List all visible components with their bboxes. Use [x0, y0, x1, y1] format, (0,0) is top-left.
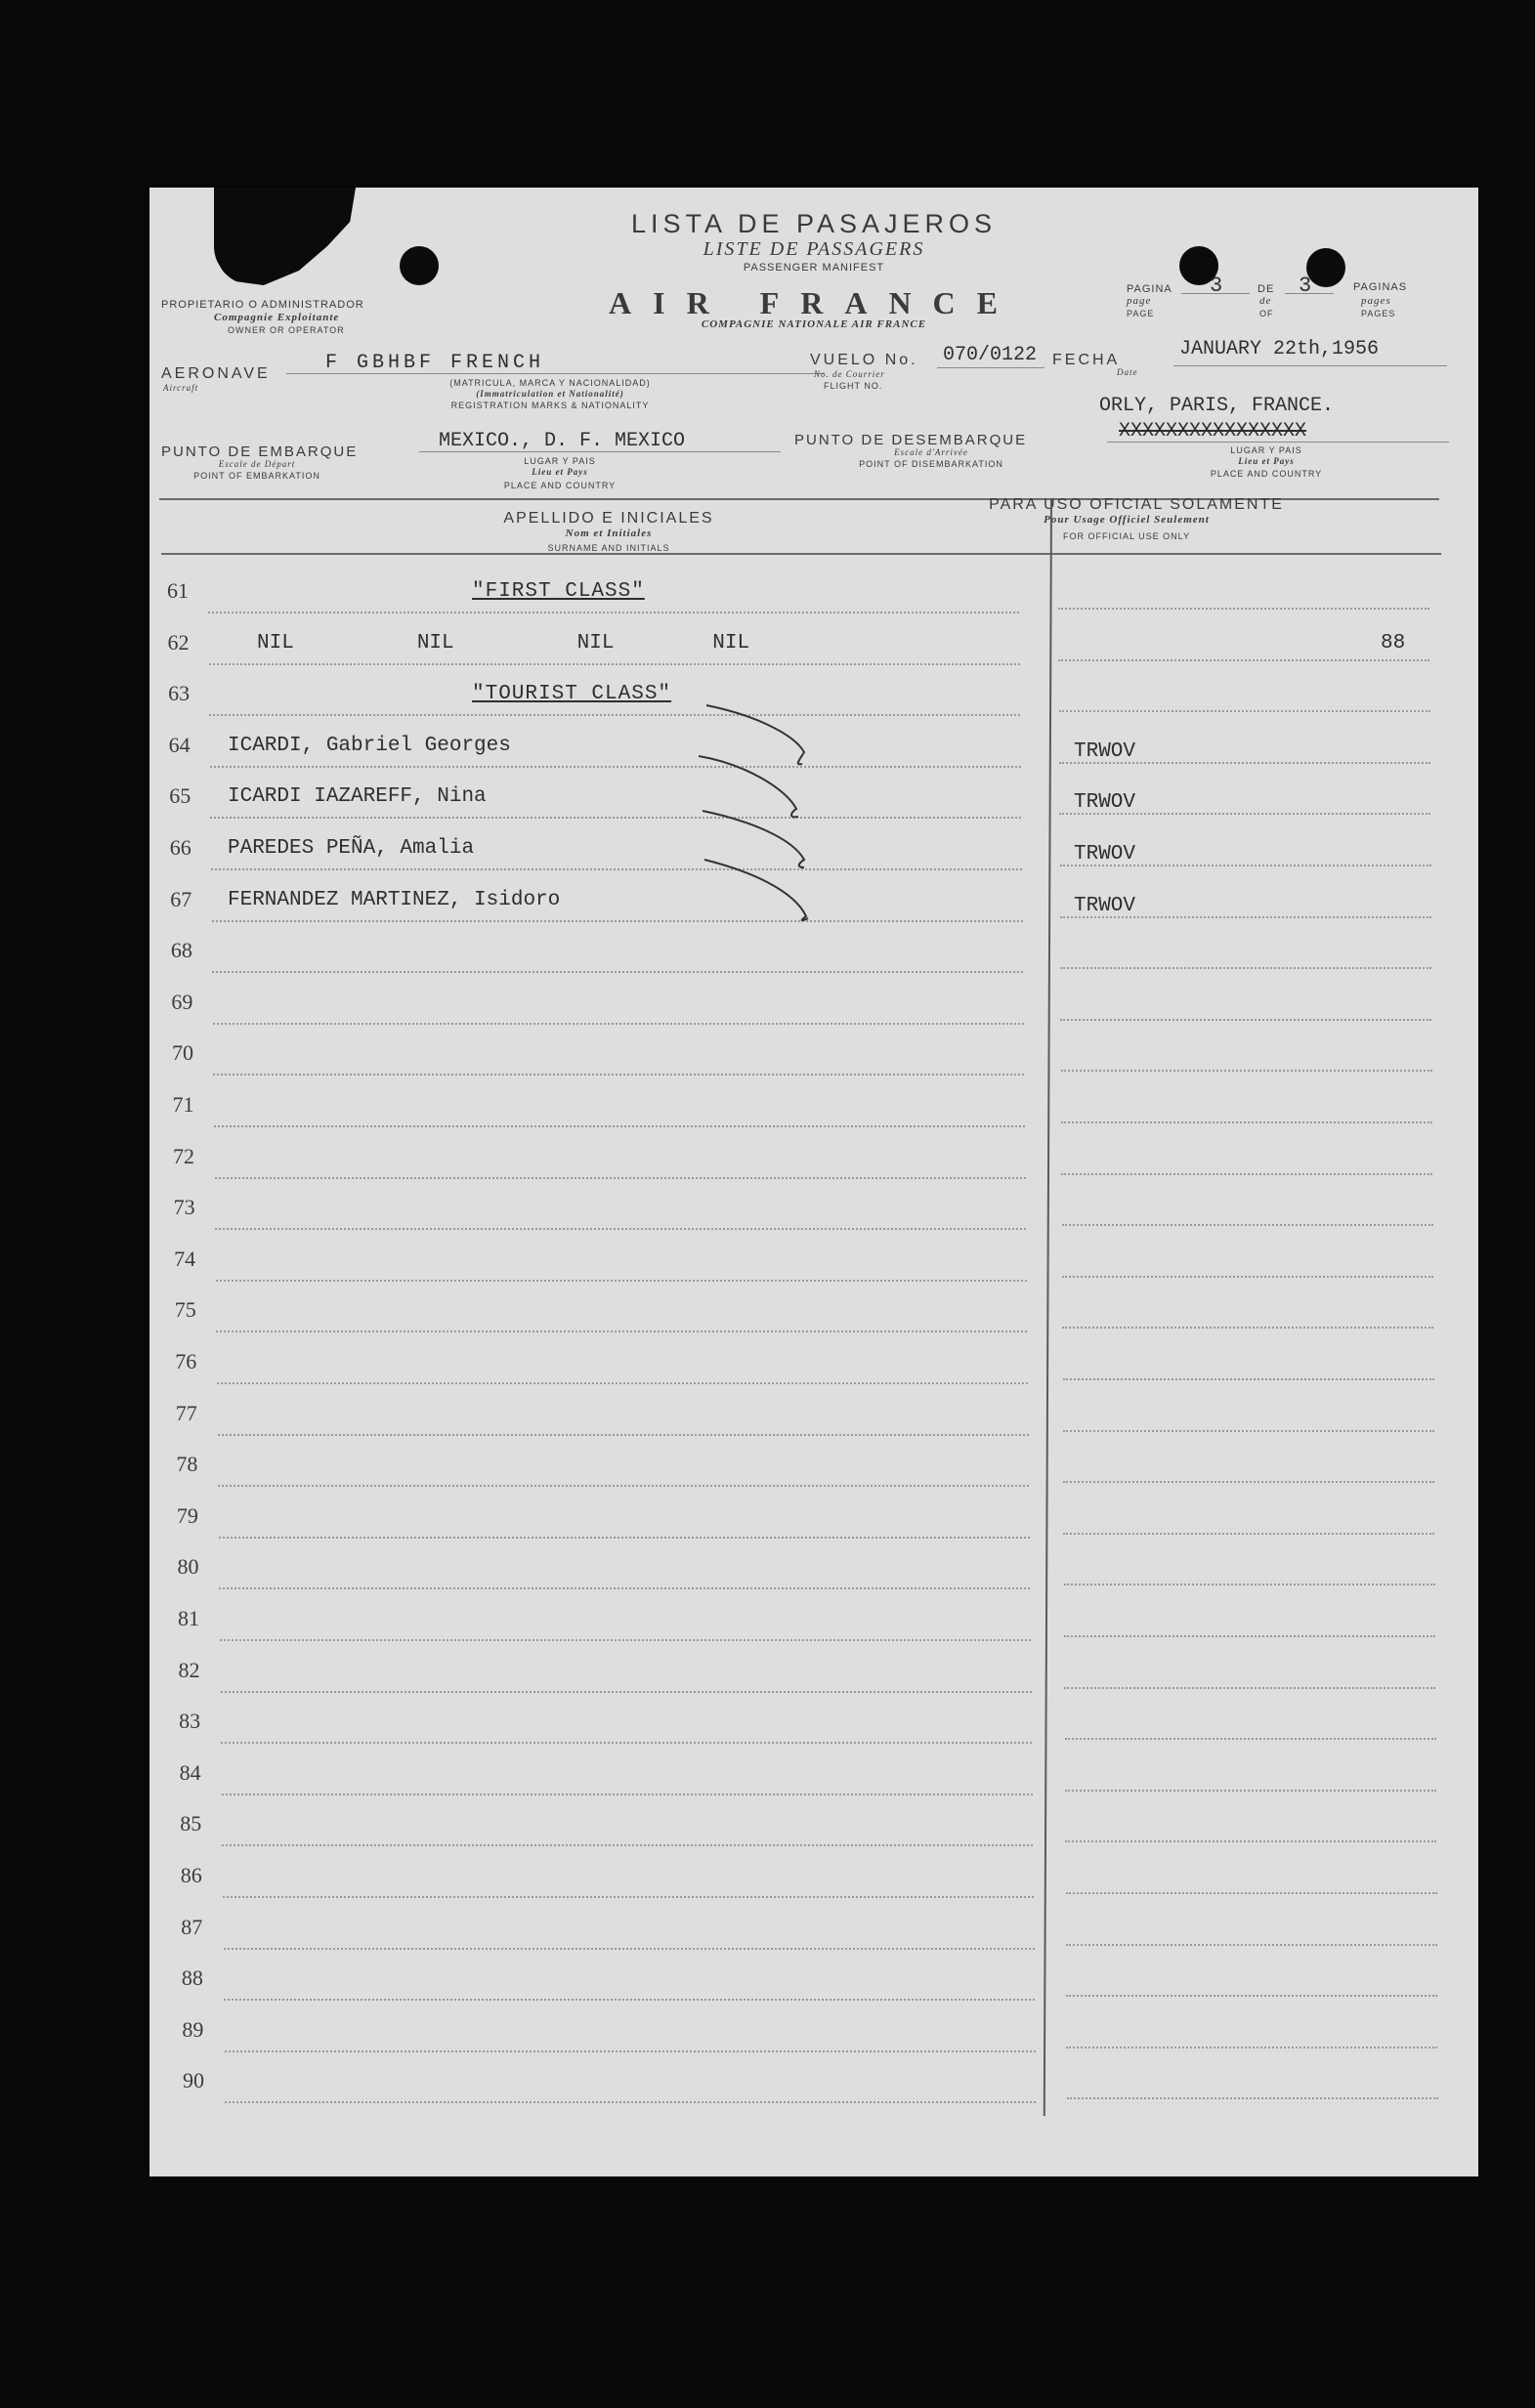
row-official-line	[1065, 1738, 1436, 1740]
row-name-line	[215, 1228, 1026, 1230]
column-divider	[1044, 498, 1052, 2116]
row-number: 82	[178, 1657, 200, 1682]
row-name-line	[224, 1999, 1035, 2001]
row-name-line	[218, 1485, 1029, 1487]
column-name-fr: Nom et Initiales	[565, 528, 653, 539]
aircraft-note-es: (MATRICULA, MARCA Y NACIONALIDAD)	[449, 378, 651, 388]
row-number: 87	[181, 1914, 203, 1939]
row-number: 74	[174, 1246, 196, 1271]
disembarkation-label-en: POINT OF DISEMBARKATION	[859, 459, 1003, 469]
row-name-line	[216, 1331, 1027, 1332]
row-number: 76	[175, 1349, 197, 1373]
row-number: 75	[174, 1297, 196, 1323]
row-official-line	[1059, 710, 1430, 712]
title-en: PASSENGER MANIFEST	[743, 262, 885, 274]
row-official-line	[1063, 1378, 1434, 1380]
row-official-line	[1065, 1790, 1436, 1792]
row-number: 84	[179, 1759, 201, 1785]
of-label-en: OF	[1259, 309, 1274, 318]
passenger-name: FERNANDEZ MARTINEZ, Isidoro	[228, 888, 561, 911]
passenger-name: ICARDI, Gabriel Georges	[228, 734, 511, 757]
page-total-line	[1285, 293, 1334, 294]
flight-value: 070/0122	[943, 344, 1038, 366]
row-number: 68	[170, 938, 192, 963]
row-number: 81	[178, 1606, 199, 1630]
row-official-line	[1062, 1327, 1433, 1329]
row-name-line	[218, 1434, 1029, 1436]
row-name-line	[210, 817, 1021, 819]
row-number: 85	[180, 1811, 202, 1837]
aircraft-value: F GBHBF FRENCH	[325, 352, 545, 374]
row-name-line	[209, 714, 1020, 716]
row-number: 86	[180, 1863, 202, 1887]
row-official-line	[1064, 1584, 1435, 1585]
column-name-es: APELLIDO E INICIALES	[503, 510, 714, 527]
pages-label-en: PAGES	[1361, 309, 1396, 318]
row-name-line	[212, 920, 1023, 922]
row-number: 72	[173, 1143, 195, 1168]
row-name-line	[213, 1023, 1024, 1025]
row-official-line	[1066, 1995, 1437, 1997]
row-official-line	[1061, 1173, 1432, 1175]
row-name-line	[219, 1537, 1030, 1539]
disembarkation-place-fr: Lieu et Pays	[1238, 456, 1295, 466]
disembarkation-line	[1107, 442, 1449, 443]
row-official-line	[1058, 659, 1429, 661]
row-name-line	[224, 1948, 1035, 1950]
flight-label-en: FLIGHT NO.	[824, 381, 883, 391]
aircraft-label-fr: Aircraft	[163, 383, 199, 393]
owner-label-es: PROPIETARIO O ADMINISTRADOR	[161, 299, 364, 311]
row-number: 63	[168, 681, 191, 706]
passenger-name: PAREDES PEÑA, Amalia	[228, 837, 475, 860]
column-official-es: PARA USO OFICIAL SOLAMENTE	[989, 496, 1284, 513]
disembarkation-place-en: PLACE AND COUNTRY	[1210, 469, 1323, 479]
embarkation-label-en: POINT OF EMBARKATION	[193, 471, 320, 481]
column-official-fr: Pour Usage Officiel Seulement	[1044, 514, 1210, 526]
official-entry: 88	[1381, 631, 1406, 655]
row-number: 80	[177, 1554, 199, 1580]
embarkation-label-es: PUNTO DE EMBARQUE	[161, 444, 359, 460]
column-name-en: SURNAME AND INITIALS	[547, 543, 670, 553]
row-official-line	[1065, 1840, 1436, 1842]
manifest-page	[149, 188, 1478, 2176]
row-official-line	[1064, 1635, 1435, 1637]
official-entry: TRWOV	[1074, 894, 1136, 917]
check-mark	[706, 705, 804, 764]
embarkation-place-en: PLACE AND COUNTRY	[503, 481, 617, 490]
row-name-line	[222, 1794, 1033, 1795]
aircraft-line	[286, 373, 824, 374]
row-number: 88	[181, 1965, 203, 1991]
page-label-fr: page	[1127, 295, 1152, 307]
embarkation-line	[419, 451, 781, 452]
flight-label-fr: No. de Courrier	[814, 369, 885, 379]
row-official-line	[1063, 1533, 1434, 1535]
check-mark	[699, 756, 798, 817]
date-label-fr: Date	[1117, 367, 1138, 377]
row-official-line	[1061, 1070, 1432, 1072]
column-official-en: FOR OFFICIAL USE ONLY	[1062, 531, 1191, 541]
pages-label-fr: pages	[1361, 295, 1391, 307]
row-number: 64	[168, 732, 191, 757]
row-name-line	[216, 1280, 1027, 1282]
row-number: 67	[170, 886, 192, 911]
row-official-line	[1066, 2047, 1437, 2049]
row-name-line	[223, 1896, 1034, 1898]
row-number: 73	[173, 1195, 195, 1220]
row-name-line	[215, 1177, 1026, 1179]
row-name-line	[210, 766, 1021, 768]
row-name-line	[221, 1742, 1032, 1744]
row-number: 83	[179, 1709, 201, 1734]
passenger-name: NIL NIL NIL NIL	[257, 631, 750, 655]
row-name-line	[208, 612, 1019, 613]
page-label-es: PAGINA	[1127, 283, 1173, 295]
row-number: 77	[175, 1400, 197, 1425]
official-entry: TRWOV	[1074, 739, 1136, 763]
row-number: 69	[171, 989, 193, 1014]
official-entry: TRWOV	[1074, 791, 1136, 815]
row-name-line	[220, 1639, 1031, 1641]
row-official-line	[1064, 1687, 1435, 1689]
row-number: 70	[171, 1040, 193, 1066]
row-number: 66	[169, 835, 192, 860]
torn-corner	[214, 188, 356, 285]
row-official-line	[1063, 1481, 1434, 1483]
date-line	[1173, 365, 1447, 366]
row-name-line	[225, 2101, 1036, 2103]
row-name-line	[209, 663, 1020, 665]
row-name-line	[212, 971, 1023, 973]
embarkation-label-fr: Escale de Départ	[218, 459, 296, 469]
flight-line	[937, 367, 1045, 368]
of-label-es: DE	[1258, 283, 1275, 295]
row-number: 89	[182, 2016, 204, 2042]
row-official-line	[1063, 1430, 1434, 1432]
flight-label-es: VUELO No.	[810, 352, 918, 368]
row-official-line	[1067, 2097, 1438, 2099]
disembarkation-label-es: PUNTO DE DESEMBARQUE	[794, 432, 1028, 448]
page-total: 3	[1299, 274, 1312, 298]
disembarkation-label-fr: Escale d'Arrivée	[894, 447, 968, 457]
disembarkation-place-es: LUGAR Y PAIS	[1230, 445, 1302, 455]
title-es: LISTA DE PASAJEROS	[630, 209, 998, 238]
row-official-line	[1062, 1224, 1433, 1226]
class-heading: "TOURIST CLASS"	[472, 683, 672, 706]
class-heading: "FIRST CLASS"	[472, 580, 645, 603]
row-name-line	[219, 1587, 1030, 1589]
row-number: 61	[167, 578, 189, 603]
row-official-line	[1061, 1121, 1432, 1123]
row-official-line	[1062, 1276, 1433, 1278]
row-official-line	[1060, 1019, 1431, 1021]
row-number: 90	[182, 2068, 204, 2093]
airline-name: AIR FRANCE	[609, 285, 1019, 320]
row-official-line	[1058, 608, 1429, 610]
row-name-line	[214, 1125, 1025, 1127]
check-mark	[703, 811, 804, 867]
aircraft-label-es: AERONAVE	[161, 365, 271, 382]
passenger-name: ICARDI IAZAREFF, Nina	[228, 785, 487, 809]
row-number: 79	[176, 1502, 198, 1528]
pages-label-es: PAGINAS	[1353, 281, 1408, 293]
row-number: 65	[169, 783, 192, 809]
of-label-fr: de	[1259, 295, 1272, 307]
page-number: 3	[1210, 274, 1223, 298]
row-name-line	[217, 1382, 1028, 1384]
handwritten-check-marks	[697, 696, 853, 930]
page-label-en: PAGE	[1127, 309, 1155, 318]
date-value: JANUARY 22th,1956	[1179, 338, 1380, 360]
row-number: 71	[172, 1092, 194, 1117]
official-entry: TRWOV	[1074, 843, 1136, 866]
owner-label-fr: Compagnie Exploitante	[214, 312, 340, 323]
disembarkation-value: ORLY, PARIS, FRANCE.	[1099, 395, 1335, 417]
embarkation-place-fr: Lieu et Pays	[532, 467, 588, 477]
row-name-line	[211, 868, 1022, 870]
punch-hole	[400, 246, 439, 285]
check-mark	[704, 860, 808, 920]
owner-label-en: OWNER OR OPERATOR	[228, 325, 345, 335]
row-name-line	[221, 1691, 1032, 1693]
disembarkation-struck: XXXXXXXXXXXXXXXX	[1119, 420, 1307, 443]
row-official-line	[1066, 1944, 1437, 1946]
page-number-line	[1181, 293, 1250, 294]
column-header-rule	[161, 553, 1441, 555]
embarkation-place-es: LUGAR Y PAIS	[524, 456, 596, 466]
row-name-line	[213, 1074, 1024, 1076]
row-name-line	[225, 2050, 1036, 2052]
row-official-line	[1066, 1892, 1437, 1894]
row-name-line	[222, 1844, 1033, 1846]
title-fr: LISTE DE PASSAGERS	[703, 238, 925, 260]
row-official-line	[1060, 967, 1431, 969]
aircraft-note-fr: (Immatriculation et Nationalité)	[476, 389, 624, 399]
row-number: 78	[176, 1452, 198, 1477]
aircraft-note-en: REGISTRATION MARKS & NATIONALITY	[450, 401, 650, 410]
embarkation-value: MEXICO., D. F. MEXICO	[439, 430, 686, 452]
airline-sub: COMPAGNIE NATIONALE AIR FRANCE	[701, 318, 927, 330]
punch-hole	[1306, 248, 1345, 287]
date-label-es: FECHA	[1052, 352, 1121, 368]
row-number: 62	[167, 629, 190, 655]
